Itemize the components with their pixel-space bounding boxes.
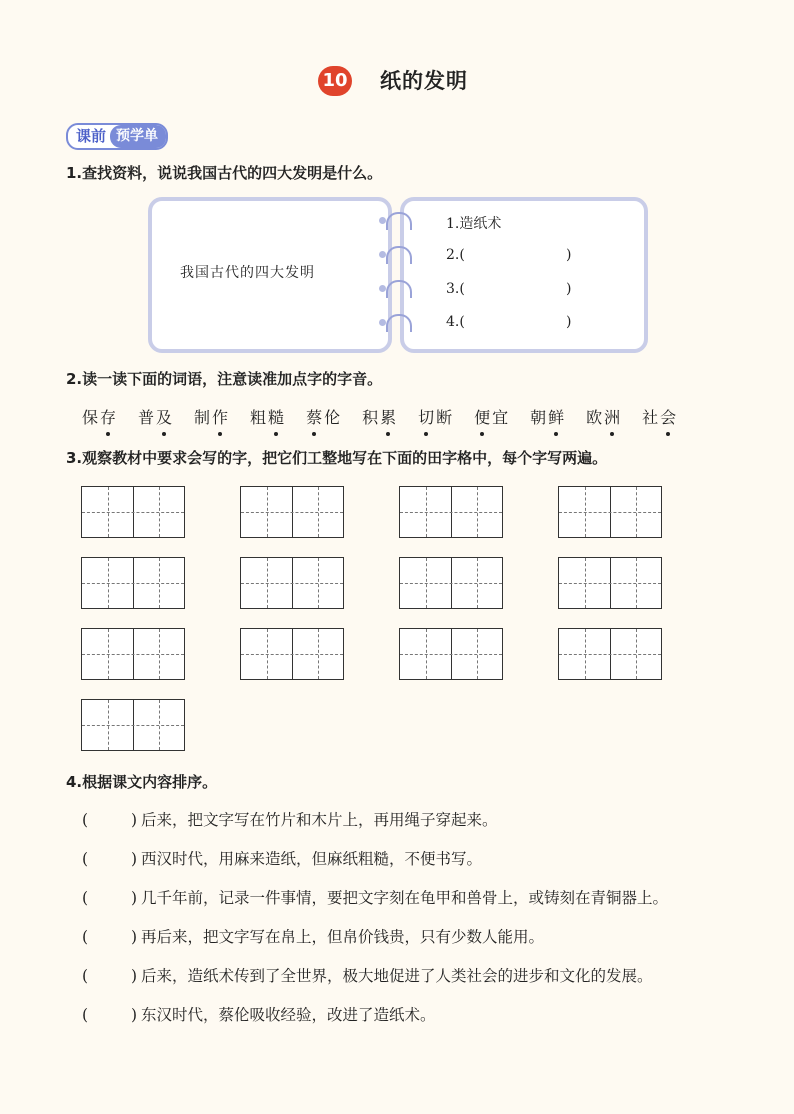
- order-item: [0, 926, 794, 948]
- section-tag-part1: 课前: [76, 127, 107, 145]
- tianzige-writing-box[interactable]: [558, 628, 662, 680]
- order-blank-open[interactable]: (: [82, 889, 89, 907]
- ring-icon: [386, 280, 412, 298]
- grid-guide-line: [400, 583, 502, 584]
- order-blank-open[interactable]: (: [82, 850, 89, 868]
- order-blank-open[interactable]: (: [82, 1006, 89, 1024]
- word-item: 切断: [418, 405, 454, 428]
- tianzige-writing-box[interactable]: [399, 486, 503, 538]
- order-item: [0, 848, 794, 870]
- grid-guide-line: [82, 654, 184, 655]
- invention-item-1: 1.造纸术: [446, 216, 502, 232]
- dot-mark: [666, 432, 670, 436]
- tianzige-writing-box[interactable]: [558, 486, 662, 538]
- order-sentence: 几千年前，记录一件事情，要把文字刻在龟甲和兽骨上，或铸刻在青铜器上。: [141, 889, 669, 907]
- order-blank-close: ): [131, 928, 138, 946]
- word-item: 便宜: [474, 405, 510, 428]
- order-item: [0, 809, 794, 831]
- lesson-title: 纸的发明: [380, 69, 468, 93]
- order-sentence: 后来，造纸术传到了全世界，极大地促进了人类社会的进步和文化的发展。: [141, 967, 653, 985]
- order-blank-open[interactable]: (: [82, 928, 89, 946]
- invention-item-2: 2.(: [446, 247, 465, 263]
- invention-item-4: 4.(: [446, 314, 465, 330]
- order-blank-close: ): [131, 889, 138, 907]
- tianzige-writing-box[interactable]: [81, 699, 185, 751]
- word-item: 制作: [194, 405, 230, 428]
- dot-mark: [106, 432, 110, 436]
- order-item: [0, 887, 794, 909]
- order-sentence: 西汉时代，用麻来造纸，但麻纸粗糙，不便书写。: [141, 850, 483, 868]
- word-item: 保存: [82, 405, 118, 428]
- tianzige-writing-box[interactable]: [399, 628, 503, 680]
- word-item: 朝鲜: [530, 405, 566, 428]
- grid-guide-line: [82, 725, 184, 726]
- invention-item-2-close: ): [566, 247, 572, 263]
- invention-item-4-close: ): [566, 314, 572, 330]
- grid-guide-line: [241, 583, 343, 584]
- dot-mark: [386, 432, 390, 436]
- notebook-left-label: 我国古代的四大发明: [180, 265, 315, 281]
- question-3-prompt: 3.观察教材中要求会写的字，把它们工整地写在下面的田字格中，每个字写两遍。: [66, 449, 608, 467]
- ring-icon: [386, 246, 412, 264]
- grid-guide-line: [241, 512, 343, 513]
- lesson-number-badge: 10: [318, 66, 352, 96]
- grid-guide-line: [559, 654, 661, 655]
- ring-hole-icon: [379, 319, 386, 326]
- grid-guide-line: [241, 654, 343, 655]
- order-blank-close: ): [131, 1006, 138, 1024]
- grid-guide-line: [400, 512, 502, 513]
- order-blank-open[interactable]: (: [82, 967, 89, 985]
- dot-mark: [162, 432, 166, 436]
- grid-guide-line: [559, 583, 661, 584]
- ring-hole-icon: [379, 217, 386, 224]
- dot-mark: [218, 432, 222, 436]
- question-2-prompt: 2.读一读下面的词语，注意读准加点字的字音。: [66, 370, 383, 388]
- dot-mark: [274, 432, 278, 436]
- grid-guide-line: [400, 654, 502, 655]
- word-item: 粗糙: [250, 405, 286, 428]
- grid-guide-line: [559, 512, 661, 513]
- word-item: 积累: [362, 405, 398, 428]
- notebook-right-page: [400, 197, 648, 353]
- lesson-title-bar: [0, 62, 794, 98]
- word-item: 社会: [642, 405, 678, 428]
- tianzige-writing-box[interactable]: [81, 628, 185, 680]
- order-blank-open[interactable]: (: [82, 811, 89, 829]
- dot-mark: [554, 432, 558, 436]
- tianzige-writing-box[interactable]: [399, 557, 503, 609]
- order-item: [0, 965, 794, 987]
- invention-item-3-close: ): [566, 281, 572, 297]
- ring-icon: [386, 314, 412, 332]
- word-list: [82, 405, 698, 428]
- tianzige-writing-box[interactable]: [558, 557, 662, 609]
- word-item: 普及: [138, 405, 174, 428]
- order-sentence: 东汉时代，蔡伦吸收经验，改进了造纸术。: [141, 1006, 436, 1024]
- order-item: [0, 1004, 794, 1026]
- order-sentence: 后来，把文字写在竹片和木片上，再用绳子穿起来。: [141, 811, 498, 829]
- ring-hole-icon: [379, 251, 386, 258]
- dot-mark: [312, 432, 316, 436]
- tianzige-writing-box[interactable]: [81, 557, 185, 609]
- invention-item-3: 3.(: [446, 281, 465, 297]
- tianzige-writing-box[interactable]: [240, 486, 344, 538]
- tianzige-writing-box[interactable]: [81, 486, 185, 538]
- ring-icon: [386, 212, 412, 230]
- tianzige-writing-box[interactable]: [240, 557, 344, 609]
- order-blank-close: ): [131, 811, 138, 829]
- question-1-prompt: 1.查找资料，说说我国古代的四大发明是什么。: [66, 164, 383, 182]
- order-sentence: 再后来，把文字写在帛上，但帛价钱贵，只有少数人能用。: [141, 928, 545, 946]
- section-tag-part2: 预学单: [110, 125, 166, 148]
- grid-guide-line: [82, 583, 184, 584]
- question-4-prompt: 4.根据课文内容排序。: [66, 773, 218, 791]
- tianzige-writing-box[interactable]: [240, 628, 344, 680]
- ring-hole-icon: [379, 285, 386, 292]
- word-item: 欧洲: [586, 405, 622, 428]
- order-blank-close: ): [131, 967, 138, 985]
- dot-mark: [424, 432, 428, 436]
- section-tag: [66, 123, 168, 150]
- dot-mark: [610, 432, 614, 436]
- word-item: 蔡伦: [306, 405, 342, 428]
- grid-guide-line: [82, 512, 184, 513]
- dot-mark: [480, 432, 484, 436]
- order-blank-close: ): [131, 850, 138, 868]
